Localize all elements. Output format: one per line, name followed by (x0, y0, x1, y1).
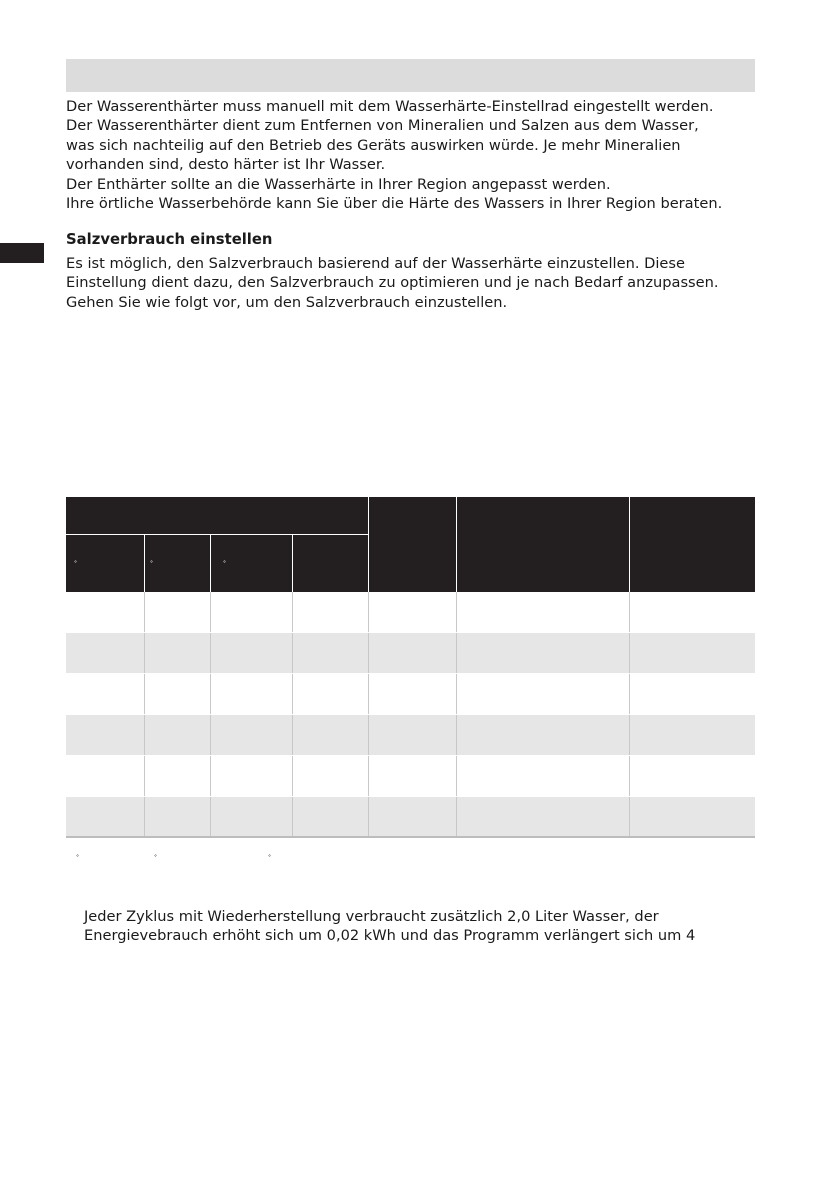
header-divider (66, 534, 368, 535)
header-divider (144, 535, 145, 592)
footnote-degree-mark: ° (76, 854, 79, 861)
degree-unit-mark: ° (150, 560, 153, 567)
note-paragraph (84, 907, 695, 946)
note-line: Jeder Zyklus mit Wiederherstellung verbraucht zusätzlich 2,0 Liter Wasser, der (84, 908, 659, 925)
section-header-bar (66, 59, 755, 92)
header-divider (210, 535, 211, 592)
section-line: Gehen Sie wie folgt vor, um den Salzverbrauch einzustellen. (66, 293, 508, 311)
section-tab-marker (0, 243, 44, 263)
intro-paragraph (66, 97, 766, 213)
table-row (66, 715, 755, 755)
intro-line: vorhanden sind, desto härter ist Ihr Wasser. (66, 156, 386, 174)
intro-line: was sich nachteilig auf den Betrieb des Geräts auswirken würde. Je mehr Mineralien (66, 136, 681, 154)
degree-unit-mark: ° (223, 560, 226, 567)
section-heading: Salzverbrauch einstellen (66, 231, 273, 248)
table-row (66, 633, 755, 673)
table-row (66, 756, 755, 796)
footnote-degree-mark: ° (268, 854, 271, 861)
header-divider (456, 497, 457, 592)
header-divider (629, 497, 630, 592)
intro-line: Der Wasserenthärter dient zum Entfernen von Mineralien und Salzen aus dem Wasser, (66, 117, 699, 135)
section-paragraph (66, 254, 766, 312)
note-line: Energievebrauch erhöht sich um 0,02 kWh und das Programm verlängert sich um 4 (84, 927, 696, 945)
table-bottom-border (66, 836, 755, 838)
section-line: Einstellung dient dazu, den Salzverbrauch zu optimieren und je nach Bedarf anzupassen. (66, 274, 719, 292)
intro-line: Ihre örtliche Wasserbehörde kann Sie über die Härte des Wassers in Ihrer Region beraten. (66, 194, 723, 212)
intro-line: Der Wasserenthärter muss manuell mit dem Wasserhärte-Einstellrad eingestellt werden. (66, 98, 714, 115)
degree-unit-mark: ° (74, 560, 77, 567)
table-row (66, 797, 755, 836)
intro-line: Der Enthärter sollte an die Wasserhärte in Ihrer Region angepasst werden. (66, 175, 611, 193)
table-header (66, 497, 755, 592)
table-row (66, 674, 755, 714)
header-divider (368, 497, 369, 592)
section-line: Es ist möglich, den Salzverbrauch basierend auf der Wasserhärte einzustellen. Diese (66, 255, 685, 272)
footnote-degree-mark: ° (154, 854, 157, 861)
header-divider (292, 535, 293, 592)
table-row (66, 592, 755, 632)
